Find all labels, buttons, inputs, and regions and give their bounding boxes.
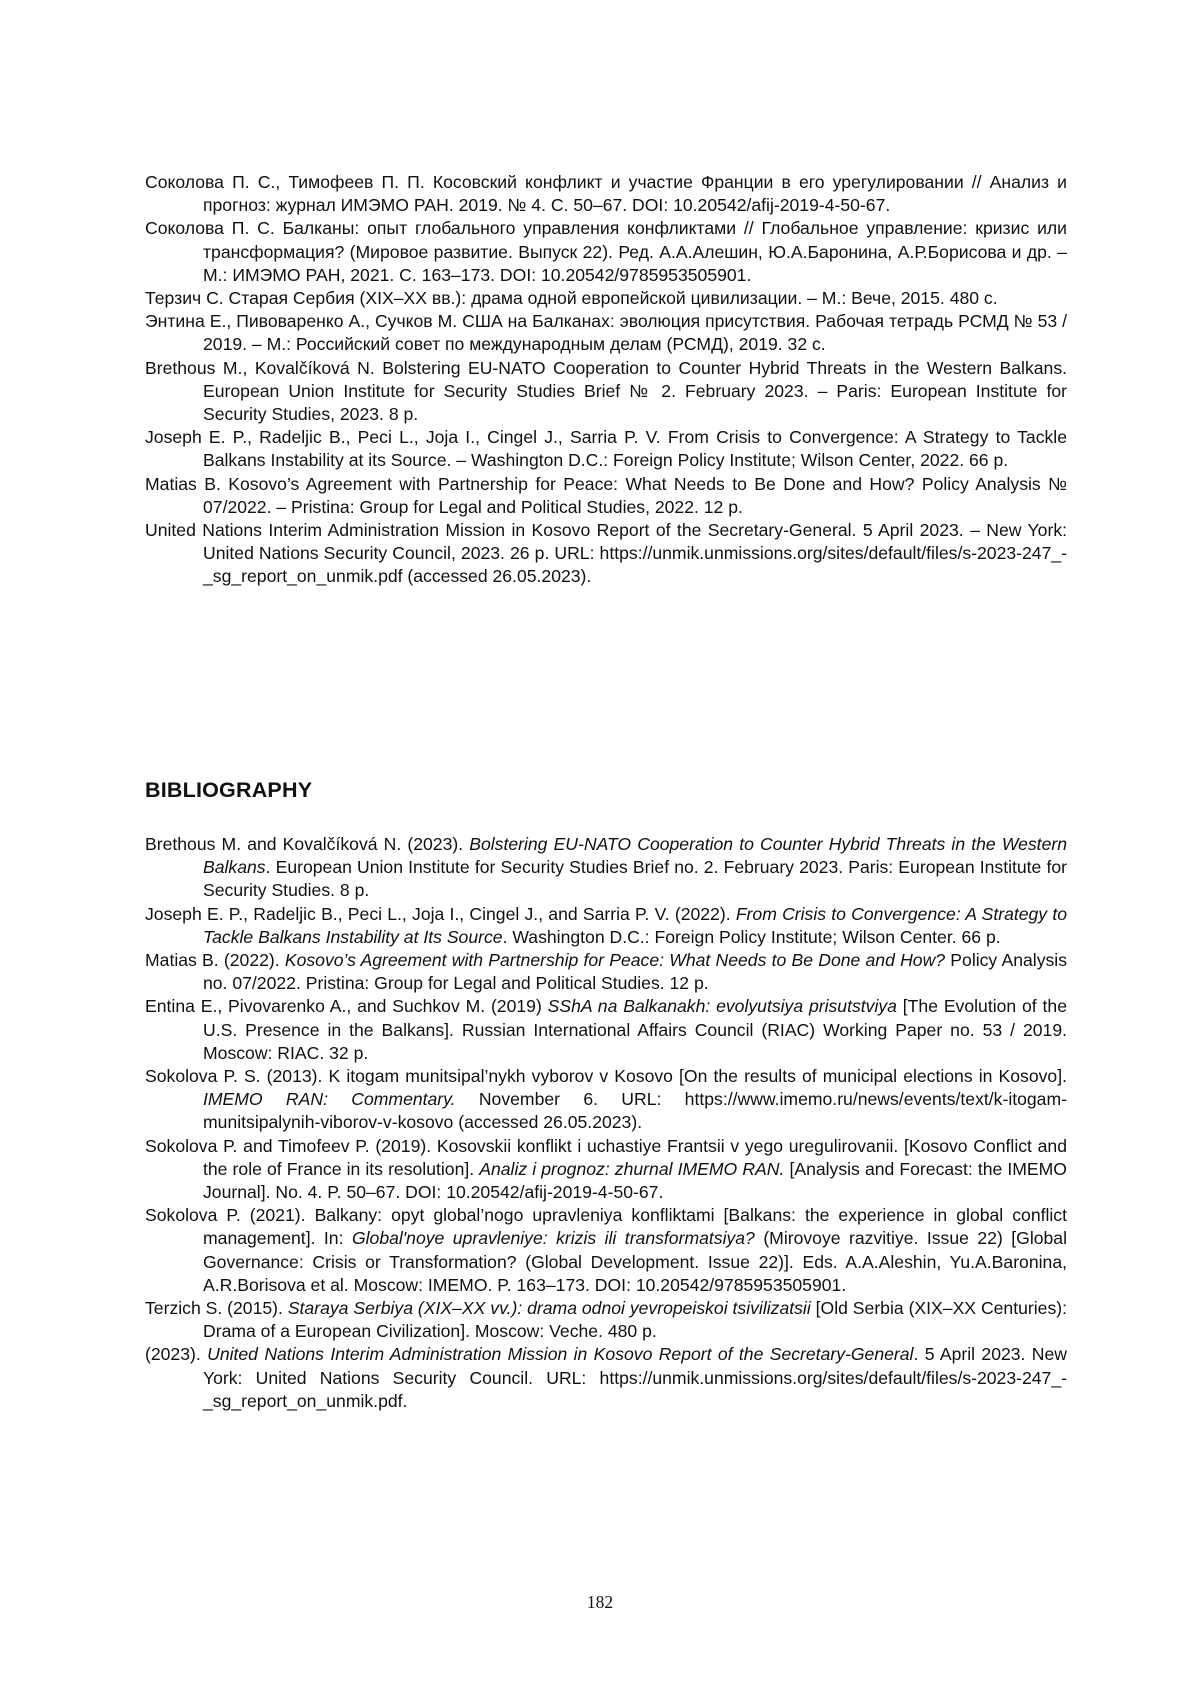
entry-text: [Analysis and Forecast: the IMEMO Journal]. No. 4. P. 50–67. DOI: 10.20542/afij-2019-4-50-67. — [203, 1158, 1067, 1203]
bibliography-entry — [145, 1204, 1067, 1297]
entry-text: Sokolova P. and Timofeev P. (2019). Kosovskii konflikt i uchastiye Frantsii v yego uregulirovanii. [Kosovo Conflict and the role of France in its resolution]. — [145, 1135, 1067, 1179]
reference-entry: United Nations Interim Administration Mission in Kosovo Report of the Secretary-General. 5 April 2023. – New York: United Nations Security Council, 2023. 26 p. URL: https://unmik.unmissions.org/sites/default/files/s-2023-247_-_sg_report_on_unmik.pdf (accessed 26.05.2023). — [145, 520, 1067, 587]
bibliography-entry — [145, 1343, 1067, 1413]
reference-entry: Brethous M., Kovalčíková N. Bolstering EU-NATO Cooperation to Counter Hybrid Threats in the Western Balkans. European Union Institute for Security Studies Brief № 2. February 2023. – Paris: European Institute for Security Studies, 2023. 8 p. — [145, 357, 1067, 425]
reference-entry: Терзич С. Старая Сербия (XIX–XX вв.): драма одной европейской цивилизации. – М.: Вече, 2015. 480 с. — [145, 288, 998, 309]
bibliography-entry — [145, 903, 1067, 949]
reference-entry: Matias B. Kosovo’s Agreement with Partnership for Peace: What Needs to Be Done and How? Policy Analysis № 07/2022. – Pristina: Group for Legal and Political Studies, 2022. 12 p. — [145, 473, 1067, 517]
entry-text: Sokolova P. S. (2013). K itogam munitsipal’nykh vyborov v Kosovo [On the results of municipal elections in Kosovo]. — [145, 1066, 1067, 1087]
bibliography-heading: BIBLIOGRAPHY — [145, 778, 313, 802]
bibliography-entry — [145, 1297, 1067, 1343]
entry-title: Staraya Serbiya (XIX–XX vv.): drama odnoi yevropeiskoi tsivilizatsii — [287, 1298, 811, 1319]
entry-title: From Crisis to Convergence: A Strategy to Tackle Balkans Instability at Its Source — [203, 903, 1067, 947]
entry-text: . European Union Institute for Security Studies Brief no. 2. February 2023. Paris: European Institute for Security Studies. 8 p. — [203, 857, 1067, 901]
entry-title: United Nations Interim Administration Mission in Kosovo Report of the Secretary-General — [207, 1344, 914, 1365]
entry-text: Policy Analysis no. 07/2022. Pristina: Group for Legal and Political Studies. 12 p. — [203, 950, 1067, 994]
entry-title: Global'noye upravleniye: krizis ili transformatsiya? — [351, 1228, 755, 1249]
entry-title: Analiz i prognoz: zhurnal IMEMO RAN. — [479, 1158, 785, 1179]
entry-text: Brethous M. and Kovalčíková N. (2023). — [145, 834, 470, 854]
entry-text: [Old Serbia (XIX–XX Centuries): Drama of a European Civilization]. Moscow: Veche. 480 p. — [203, 1298, 1067, 1342]
entry-text: Joseph E. P., Radeljic B., Peci L., Joja I., Cingel J., and Sarria P. V. (2022). — [145, 903, 736, 924]
entry-title: Bolstering EU-NATO Cooperation to Counter Hybrid Threats in the Western Balkans — [203, 834, 1067, 878]
entry-text: (2023). — [145, 1344, 208, 1365]
page-number: 182 — [586, 1592, 614, 1612]
entry-text: (Mirovoye razvitiye. Issue 22) [Global Governance: Crisis or Transformation? (Global Development. Issue 22)]. Eds. A.A.Aleshin, Yu.A.Baronina, A.R.Borisova et al. Moscow: IMEMO. P. 163–173. DOI: 10.20542/9785953505901. — [203, 1228, 1068, 1295]
bibliography-entry — [145, 949, 1067, 995]
reference-entry: Энтина Е., Пивоваренко А., Сучков М. США на Балканах: эволюция присутствия. Рабочая тетрадь РСМД № 53 / 2019. – М.: Российский совет по международным делам (РСМД), 2019. 32 с. — [145, 311, 1067, 355]
bibliography-list — [145, 833, 1067, 1413]
bibliography-entry — [145, 833, 1067, 903]
bibliography-entry — [145, 1135, 1067, 1205]
reference-entry: Joseph E. P., Radeljic B., Peci L., Joja I., Cingel J., Sarria P. V. From Crisis to Convergence: A Strategy to Tackle Balkans Instability at its Source. – Washington D.C.: Foreign Policy Institute; Wilson Center, 2022. 66 p. — [145, 427, 1067, 471]
entry-text: November 6. URL: https://www.imemo.ru/news/events/text/k-itogam-munitsipalynih-viborov-v-kosovo (accessed 26.05.2023). — [203, 1089, 1067, 1133]
entry-text: Entina E., Pivovarenko A., and Suchkov M. (2019) — [145, 996, 548, 1017]
entry-text: . Washington D.C.: Foreign Policy Institute; Wilson Center. 66 p. — [502, 926, 1001, 947]
bibliography-entry — [145, 995, 1067, 1065]
entry-text: [The Evolution of the U.S. Presence in the Balkans]. Russian International Affairs Council (RIAC) Working Paper no. 53 / 2019. Moscow: RIAC. 32 p. — [203, 996, 1067, 1063]
entry-text: Sokolova P. (2021). Balkany: opyt global’nogo upravleniya konfliktami [Balkans: the experience in global conflict management]. In: — [145, 1205, 1067, 1249]
entry-text: Terzich S. (2015). — [145, 1298, 288, 1319]
reference-list — [145, 171, 1067, 589]
reference-entry: Соколова П. С., Тимофеев П. П. Косовский конфликт и участие Франции в его урегулировании // Анализ и прогноз: журнал ИМЭМО РАН. 2019. № 4. С. 50–67. DOI: 10.20542/afij-2019-4-50-67. — [145, 172, 1067, 216]
entry-title: Kosovo’s Agreement with Partnership for Peace: What Needs to Be Done and How? — [284, 950, 946, 971]
entry-text: Matias B. (2022). — [145, 950, 285, 971]
entry-title: SShA na Balkanakh: evolyutsiya prisutstviya — [547, 996, 897, 1017]
entry-title: IMEMO RAN: Commentary. — [203, 1089, 456, 1110]
bibliography-entry — [145, 1065, 1067, 1135]
entry-text: . 5 April 2023. New York: United Nations Security Council. URL: https://unmik.unmissions.org/sites/default/files/s-2023-247_-_sg_report_on_unmik.pdf. — [203, 1344, 1067, 1411]
reference-entry: Соколова П. С. Балканы: опыт глобального управления конфликтами // Глобальное управление: кризис или трансформация? (Мировое развитие. Выпуск 22). Ред. А.А.Алешин, Ю.А.Баронина, А.Р.Борисова и др. – М.: ИМЭМО РАН, 2021. С. 163–173. DOI: 10.20542/9785953505901. — [145, 218, 1067, 285]
